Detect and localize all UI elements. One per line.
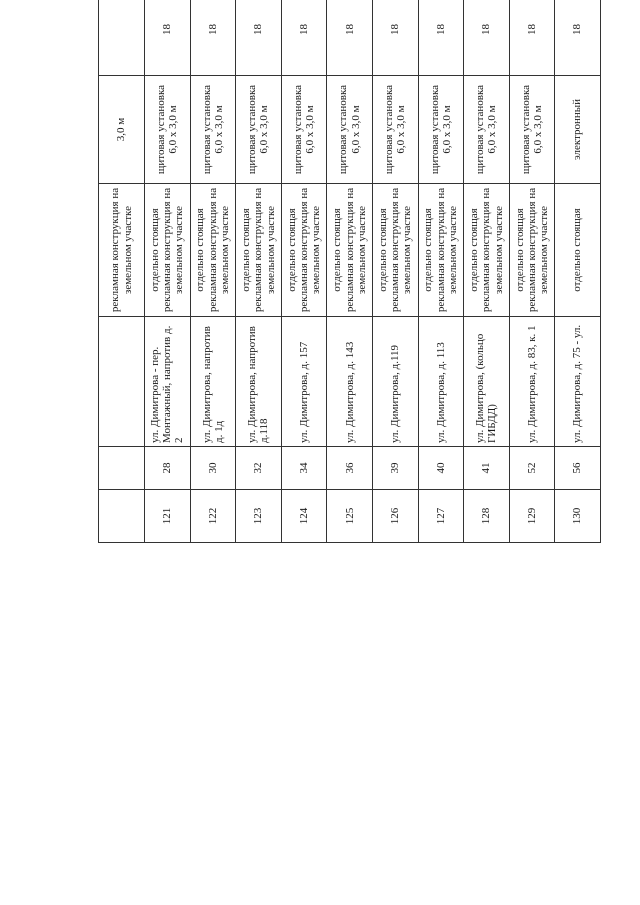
- structure-kind-cell: электронный: [555, 76, 601, 184]
- quantity-cell: 18: [327, 0, 373, 76]
- row-number-cell: 121: [145, 490, 191, 543]
- table-body: [99, 0, 601, 543]
- table-row: [190, 0, 236, 543]
- table-row: [327, 0, 373, 543]
- address-cell: ул. Димитрова, напротив д.118: [236, 317, 282, 447]
- quantity-cell: [99, 0, 145, 76]
- structure-type-cell: отдельно стоящая рекламная конструкция на земельном участке: [418, 184, 464, 317]
- table-row: [418, 0, 464, 543]
- structure-kind-cell: щитовая установка 6,0 х 3,0 м: [464, 76, 510, 184]
- row-number-cell: [99, 490, 145, 543]
- structure-type-cell: отдельно стоящая рекламная конструкция на земельном участке: [236, 184, 282, 317]
- quantity-cell: 18: [281, 0, 327, 76]
- row-number-cell: 126: [372, 490, 418, 543]
- code-cell: 28: [145, 447, 191, 490]
- row-number-cell: 127: [418, 490, 464, 543]
- structure-kind-cell: щитовая установка 6,0 х 3,0 м: [372, 76, 418, 184]
- row-number-cell: 122: [190, 490, 236, 543]
- structure-type-cell: отдельно стоящая рекламная конструкция на земельном участке: [464, 184, 510, 317]
- structure-kind-cell: щитовая установка 6,0 х 3,0 м: [145, 76, 191, 184]
- code-cell: 41: [464, 447, 510, 490]
- code-cell: 36: [327, 447, 373, 490]
- structure-type-cell: отдельно стоящая рекламная конструкция на земельном участке: [190, 184, 236, 317]
- structure-kind-cell: щитовая установка 6,0 х 3,0 м: [509, 76, 555, 184]
- row-number-cell: 130: [555, 490, 601, 543]
- code-cell: [99, 447, 145, 490]
- table-row: [555, 0, 601, 543]
- row-number-cell: 125: [327, 490, 373, 543]
- code-cell: 30: [190, 447, 236, 490]
- table-row: [464, 0, 510, 543]
- quantity-cell: 18: [236, 0, 282, 76]
- address-cell: ул. Димитрова, д. 83, к. 1: [509, 317, 555, 447]
- structure-kind-cell: щитовая установка 6,0 х 3,0 м: [327, 76, 373, 184]
- quantity-cell: 18: [464, 0, 510, 76]
- row-number-cell: 123: [236, 490, 282, 543]
- address-cell: ул. Димитрова, д. 75 - ул.: [555, 317, 601, 447]
- table-row: [372, 0, 418, 543]
- address-cell: ул. Димитрова, д.119: [372, 317, 418, 447]
- quantity-cell: 18: [509, 0, 555, 76]
- rotated-page: [98, 24, 600, 888]
- ad-structures-table: [98, 0, 600, 543]
- row-number-cell: 129: [509, 490, 555, 543]
- address-cell: ул. Димитрова, д. 113: [418, 317, 464, 447]
- structure-type-cell: отдельно стоящая рекламная конструкция на земельном участке: [372, 184, 418, 317]
- address-cell: ул. Димитрова, д. 157: [281, 317, 327, 447]
- code-cell: 56: [555, 447, 601, 490]
- structure-type-cell: отдельно стоящая рекламная конструкция на земельном участке: [327, 184, 373, 317]
- address-cell: ул. Димитрова, (кольцо ГИБДД): [464, 317, 510, 447]
- code-cell: 34: [281, 447, 327, 490]
- table-row: [145, 0, 191, 543]
- quantity-cell: 18: [145, 0, 191, 76]
- table-row: [281, 0, 327, 543]
- quantity-cell: 18: [372, 0, 418, 76]
- structure-type-cell: отдельно стоящая рекламная конструкция на земельном участке: [509, 184, 555, 317]
- code-cell: 32: [236, 447, 282, 490]
- code-cell: 39: [372, 447, 418, 490]
- quantity-cell: 18: [190, 0, 236, 76]
- address-cell: ул. Димитрова, напротив д. 1д: [190, 317, 236, 447]
- code-cell: 52: [509, 447, 555, 490]
- quantity-cell: 18: [418, 0, 464, 76]
- address-cell: [99, 317, 145, 447]
- table-row: [509, 0, 555, 543]
- structure-kind-cell: щитовая установка 6,0 х 3,0 м: [281, 76, 327, 184]
- structure-type-cell: отдельно стоящая: [555, 184, 601, 317]
- code-cell: 40: [418, 447, 464, 490]
- structure-type-cell: рекламная конструкция на земельном участке: [99, 184, 145, 317]
- address-cell: ул. Димитрова - пер. Монтажный, напротив д. 2: [145, 317, 191, 447]
- structure-kind-cell: щитовая установка 6,0 х 3,0 м: [236, 76, 282, 184]
- address-cell: ул. Димитрова, д. 143: [327, 317, 373, 447]
- structure-type-cell: отдельно стоящая рекламная конструкция на земельном участке: [281, 184, 327, 317]
- row-number-cell: 128: [464, 490, 510, 543]
- table-row-continued: [99, 0, 145, 543]
- table-row: [236, 0, 282, 543]
- structure-kind-cell: 3,0 м: [99, 76, 145, 184]
- row-number-cell: 124: [281, 490, 327, 543]
- structure-type-cell: отдельно стоящая рекламная конструкция на земельном участке: [145, 184, 191, 317]
- structure-kind-cell: щитовая установка 6,0 х 3,0 м: [418, 76, 464, 184]
- quantity-cell: 18: [555, 0, 601, 76]
- structure-kind-cell: щитовая установка 6,0 х 3,0 м: [190, 76, 236, 184]
